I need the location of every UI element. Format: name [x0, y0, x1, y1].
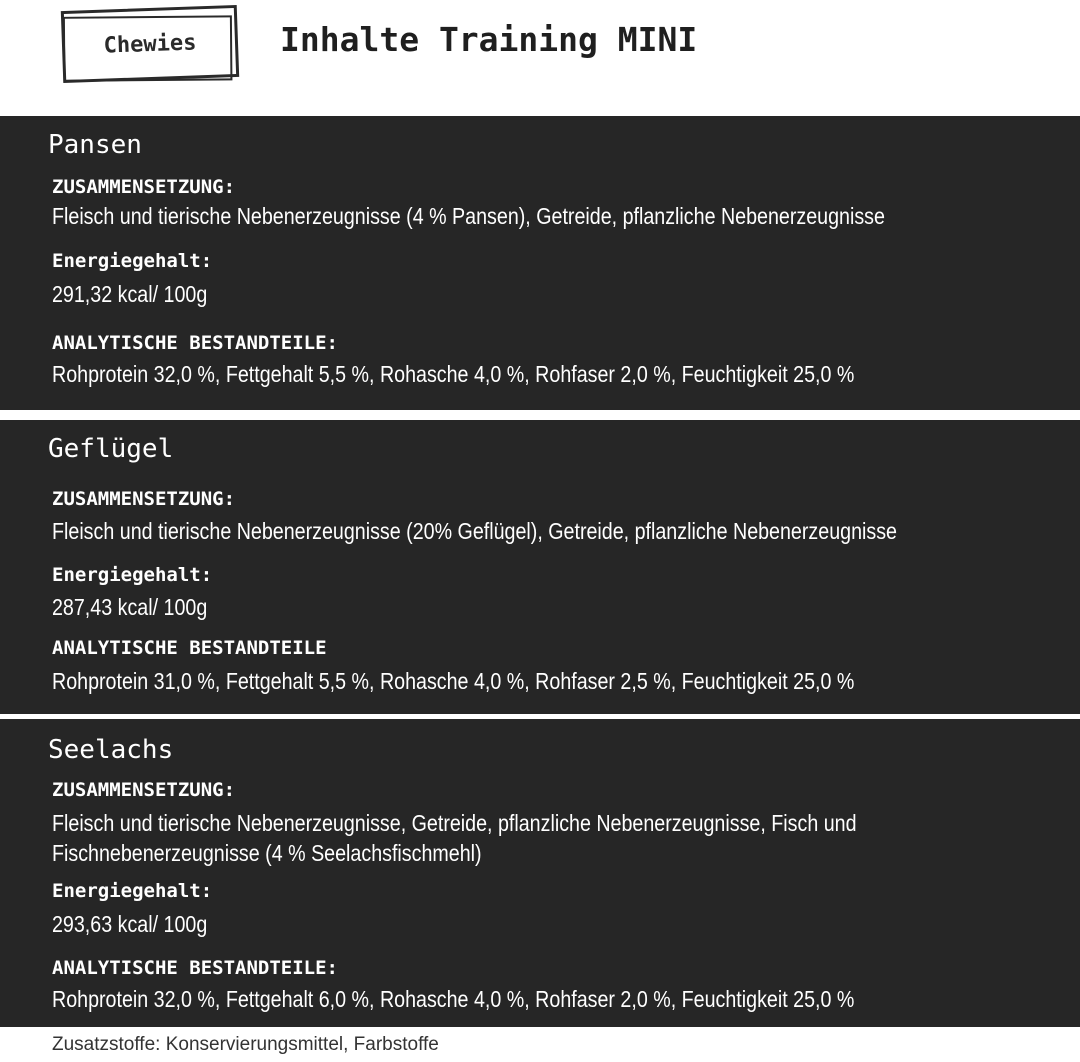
analysis-label: ANALYTISCHE BESTANDTEILE — [52, 637, 327, 659]
energy-value: 293,63 kcal/ 100g — [52, 911, 208, 937]
energy-value: 287,43 kcal/ 100g — [52, 594, 208, 620]
product-panel-seelachs — [0, 719, 1080, 1027]
energy-label: Energiegehalt: — [52, 564, 213, 586]
page-title: Inhalte Training MINI — [280, 20, 698, 59]
composition-label: ZUSAMMENSETZUNG: — [52, 488, 236, 510]
brand-label: Chewies — [103, 29, 197, 59]
brand-stamp — [61, 5, 239, 83]
analysis-label: ANALYTISCHE BESTANDTEILE: — [52, 332, 338, 354]
composition-label: ZUSAMMENSETZUNG: — [52, 176, 236, 198]
composition-text: Fleisch und tierische Nebenerzeugnisse, Getreide, pflanzliche Nebenerzeugnisse, Fisch und Fischnebenerzeugnisse (4 % Seelachsfischmehl) — [52, 810, 857, 866]
product-title: Pansen — [48, 130, 142, 160]
additives-footnote: Zusatzstoffe: Konservierungsmittel, Farbstoffe — [52, 1034, 439, 1055]
product-title: Seelachs — [48, 735, 174, 765]
product-panel-gefluegel — [0, 420, 1080, 714]
energy-label: Energiegehalt: — [52, 880, 213, 902]
composition-text: Fleisch und tierische Nebenerzeugnisse (4 % Pansen), Getreide, pflanzliche Nebenerzeugnisse — [52, 203, 885, 229]
product-panel-pansen — [0, 116, 1080, 410]
analysis-text: Rohprotein 31,0 %, Fettgehalt 5,5 %, Rohasche 4,0 %, Rohfaser 2,5 %, Feuchtigkeit 25,0 % — [52, 668, 855, 694]
composition-label: ZUSAMMENSETZUNG: — [52, 779, 236, 801]
composition-text: Fleisch und tierische Nebenerzeugnisse (20% Geflügel), Getreide, pflanzliche Nebenerzeugnisse — [52, 518, 897, 544]
product-title: Geflügel — [48, 434, 174, 464]
analysis-text: Rohprotein 32,0 %, Fettgehalt 5,5 %, Rohasche 4,0 %, Rohfaser 2,0 %, Feuchtigkeit 25,0 % — [52, 361, 855, 387]
energy-label: Energiegehalt: — [52, 250, 213, 272]
energy-value: 291,32 kcal/ 100g — [52, 281, 208, 307]
analysis-label: ANALYTISCHE BESTANDTEILE: — [52, 957, 338, 979]
header — [0, 0, 1080, 116]
analysis-text: Rohprotein 32,0 %, Fettgehalt 6,0 %, Rohasche 4,0 %, Rohfaser 2,0 %, Feuchtigkeit 25,0 % — [52, 986, 855, 1012]
